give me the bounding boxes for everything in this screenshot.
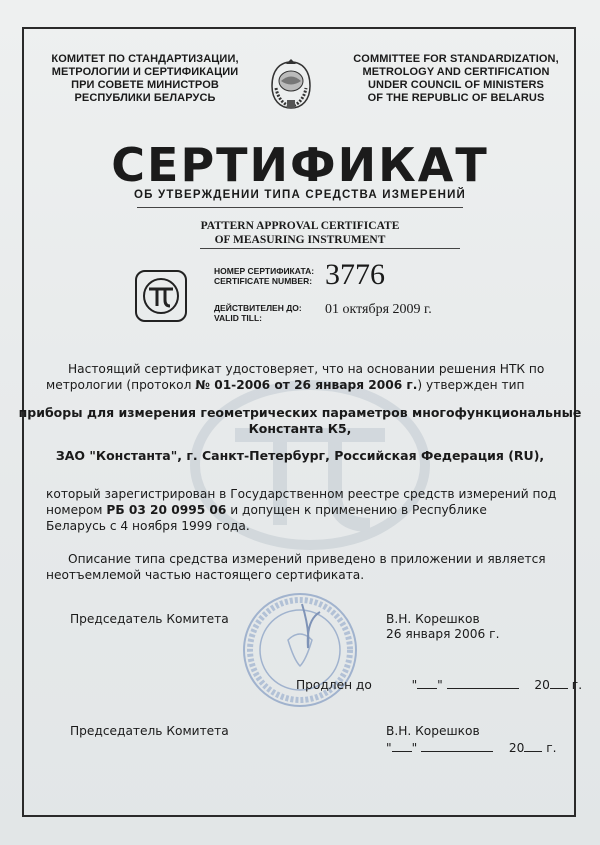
year-blank	[550, 676, 568, 689]
year-blank	[524, 739, 542, 752]
valid-label-ru: ДЕЙСТВИТЕЛЕН ДО:	[214, 303, 302, 313]
chairman-name: В.Н. Корешков	[386, 612, 480, 626]
header-ru	[40, 53, 250, 105]
cert-number-label-ru: НОМЕР СЕРТИФИКАТА:	[214, 266, 315, 276]
header-ru-line: РЕСПУБЛИКИ БЕЛАРУСЬ	[74, 92, 216, 104]
device-name-line: Константа К5,	[248, 421, 352, 436]
device-name-line: приборы для измерения геометрических параметров многофункциональные	[18, 405, 582, 420]
state-emblem-icon	[266, 56, 316, 114]
text: номером	[46, 503, 107, 517]
day-blank	[392, 739, 412, 752]
document-title: СЕРТИФИКАТ	[111, 138, 489, 192]
header-en-line: METROLOGY AND CERTIFICATION	[362, 66, 550, 78]
cert-number-label	[214, 266, 314, 286]
header-en-line: OF THE REPUBLIC OF BELARUS	[367, 92, 545, 104]
month-blank	[447, 676, 519, 689]
header-ru-line: КОМИТЕТ ПО СТАНДАРТИЗАЦИИ,	[51, 53, 239, 65]
document-subtitle: ОБ УТВЕРЖДЕНИИ ТИПА СРЕДСТВА ИЗМЕРЕНИЙ	[133, 189, 467, 201]
valid-label	[214, 303, 302, 323]
paragraph-registry-line: Беларусь с 4 ноября 1999 года.	[46, 519, 250, 533]
extended-until-line	[296, 676, 582, 692]
valid-till-value: 01 октября 2009 г.	[325, 302, 432, 317]
paragraph-appendix-line: неотъемлемой частью настоящего сертификата.	[46, 568, 365, 582]
header-en	[345, 53, 567, 105]
year-prefix: 20	[534, 678, 550, 692]
header-ru-line: ПРИ СОВЕТЕ МИНИСТРОВ	[71, 79, 219, 91]
text: ) утвержден тип	[417, 378, 525, 392]
chairman-name-2: В.Н. Корешков	[386, 724, 480, 738]
cert-number-label-en: CERTIFICATE NUMBER:	[214, 276, 313, 286]
header-en-line: UNDER COUNCIL OF MINISTERS	[368, 79, 544, 91]
year-prefix: 20	[508, 741, 525, 755]
paragraph-intro-line	[46, 377, 554, 393]
month-blank	[421, 739, 493, 752]
text: и допущен к применению в Республике	[226, 503, 487, 517]
cert-number: 3776	[325, 258, 385, 291]
registry-number: РБ 03 20 0995 06	[106, 503, 227, 517]
quote-close: "	[437, 678, 443, 692]
divider	[137, 207, 463, 208]
text: метрологии (протокол	[46, 378, 196, 392]
protocol-ref: № 01-2006 от 26 января 2006 г.	[195, 378, 418, 392]
paragraph-registry-line	[46, 502, 554, 518]
english-title-line: OF MEASURING INSTRUMENT	[214, 234, 386, 246]
quote-open: "	[386, 741, 392, 755]
gost-mark-icon	[135, 270, 187, 322]
paragraph-intro-line: Настоящий сертификат удостоверяет, что на основании решения НТК по	[68, 362, 545, 376]
header-en-line: COMMITTEE FOR STANDARDIZATION,	[353, 53, 559, 65]
year-suffix: г.	[571, 678, 583, 692]
english-title-line: PATTERN APPROVAL CERTIFICATE	[200, 220, 400, 232]
english-title	[0, 219, 600, 247]
chairman-label-2: Председатель Комитета	[70, 724, 229, 738]
day-blank	[417, 676, 437, 689]
header-ru-line: МЕТРОЛОГИИ И СЕРТИФИКАЦИИ	[51, 66, 239, 78]
divider	[200, 248, 460, 249]
paragraph-appendix-line: Описание типа средства измерений приведено в приложении и является	[68, 552, 546, 566]
extended-label: Продлен до	[296, 678, 372, 692]
quote-open: "	[411, 678, 418, 692]
year-suffix: г.	[546, 741, 557, 755]
signature-date: 26 января 2006 г.	[386, 627, 500, 641]
manufacturer: ЗАО "Константа", г. Санкт-Петербург, Российская Федерация (RU),	[55, 448, 545, 463]
chairman-label: Председатель Комитета	[70, 612, 229, 626]
valid-label-en: VALID TILL:	[214, 313, 262, 323]
quote-close: "	[411, 741, 418, 755]
blank-date-line	[386, 739, 557, 755]
official-stamp-icon	[240, 590, 360, 710]
paragraph-registry-line: который зарегистрирован в Государственном реестре средств измерений под	[46, 487, 557, 501]
